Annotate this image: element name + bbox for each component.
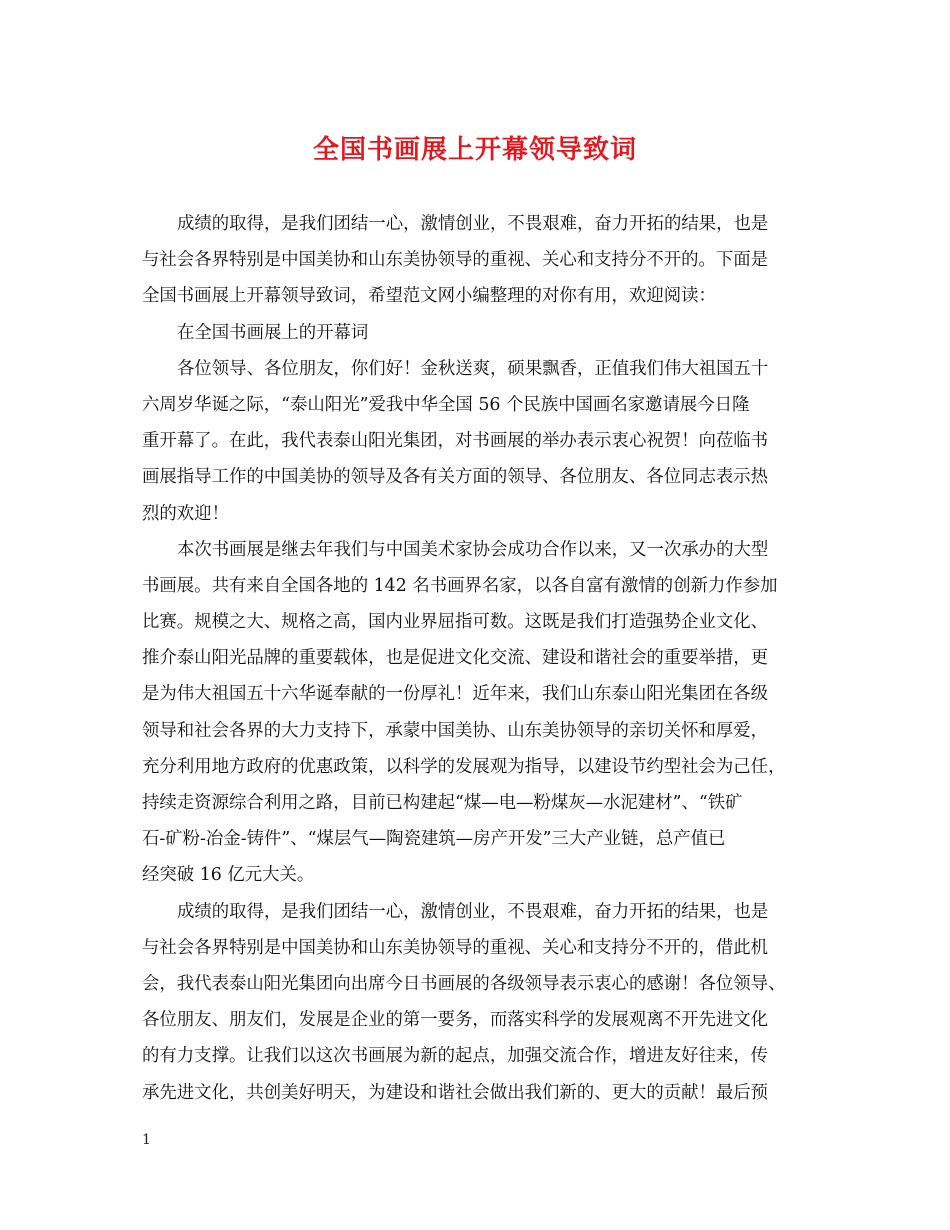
text-line: 与社会各界特别是中国美协和山东美协领导的重视、关心和支持分不开的。下面是 [142,250,769,271]
text-line: 持续走资源综合利用之路，目前已构建起“煤—电—粉煤灰—水泥建材”、“铁矿 [142,793,743,813]
text-line: 石-矿粉-冶金-铸件”、“煤层气—陶瓷建筑—房产开发”三大产业链，总产值已 [142,829,726,850]
text-line: 六周岁华诞之际，“泰山阳光”爱我中华全国 56 个民族中国画名家邀请展今日隆 [142,394,750,415]
text-line: 与社会各界特别是中国美协和山东美协领导的重视、关心和支持分不开的，借此机 [142,937,769,958]
page-number: 1 [142,1132,151,1148]
text-line: 充分利用地方政府的优惠政策，以科学的发展观为指导，以建设节约型社会为己任， [142,756,786,777]
text-line: 推介泰山阳光品牌的重要载体，也是促进文化交流、建设和谐社会的重要举措，更 [142,648,769,669]
text-line: 领导和社会各界的大力支持下，承蒙中国美协、山东美协领导的亲切关怀和厚爱， [142,720,769,741]
text-line: 各位朋友、朋友们，发展是企业的第一要务，而落实科学的发展观离不开先进文化 [142,1010,769,1031]
text-line: 烈的欢迎！ [142,503,229,524]
text-line: 承先进文化，共创美好明天，为建设和谐社会做出我们新的、更大的贡献！最后预 [142,1082,769,1103]
text-line: 会，我代表泰山阳光集团向出席今日书画展的各级领导表示衷心的感谢！各位领导、 [142,973,786,994]
text-line: 的有力支撑。让我们以这次书画展为新的起点，加强交流合作，增进友好往来，传 [142,1046,769,1067]
text-line: 本次书画展是继去年我们与中国美术家协会成功合作以来，又一次承办的大型 [177,539,769,560]
text-line: 重开幕了。在此，我代表泰山阳光集团，对书画展的举办表示衷心祝贺！向莅临书 [142,431,769,452]
text-line: 画展指导工作的中国美协的领导及各有关方面的领导、各位朋友、各位同志表示热 [142,467,769,488]
document-body [142,206,814,1111]
text-line: 比赛。规模之大、规格之高，国内业界屈指可数。这既是我们打造强势企业文化、 [142,612,769,633]
text-line: 在全国书画展上的开幕词 [177,322,369,343]
text-line: 书画展。共有来自全国各地的 142 名书画界名家，以各自富有激情的创新力作参加 [142,575,778,596]
text-line: 是为伟大祖国五十六华诞奉献的一份厚礼！近年来，我们山东泰山阳光集团在各级 [142,684,769,705]
text-line: 全国书画展上开幕领导致词，希望范文网小编整理的对你有用，欢迎阅读： [142,286,716,307]
text-line: 成绩的取得，是我们团结一心，激情创业，不畏艰难，奋力开拓的结果，也是 [177,214,769,234]
text-line: 经突破 16 亿元大关。 [142,865,315,886]
text-line: 各位领导、各位朋友，你们好！金秋送爽，硕果飘香，正值我们伟大祖国五十 [177,358,769,379]
document-title: 全国书画展上开幕领导致词 [312,135,637,165]
text-line: 成绩的取得，是我们团结一心，激情创业，不畏艰难，奋力开拓的结果，也是 [177,901,769,922]
